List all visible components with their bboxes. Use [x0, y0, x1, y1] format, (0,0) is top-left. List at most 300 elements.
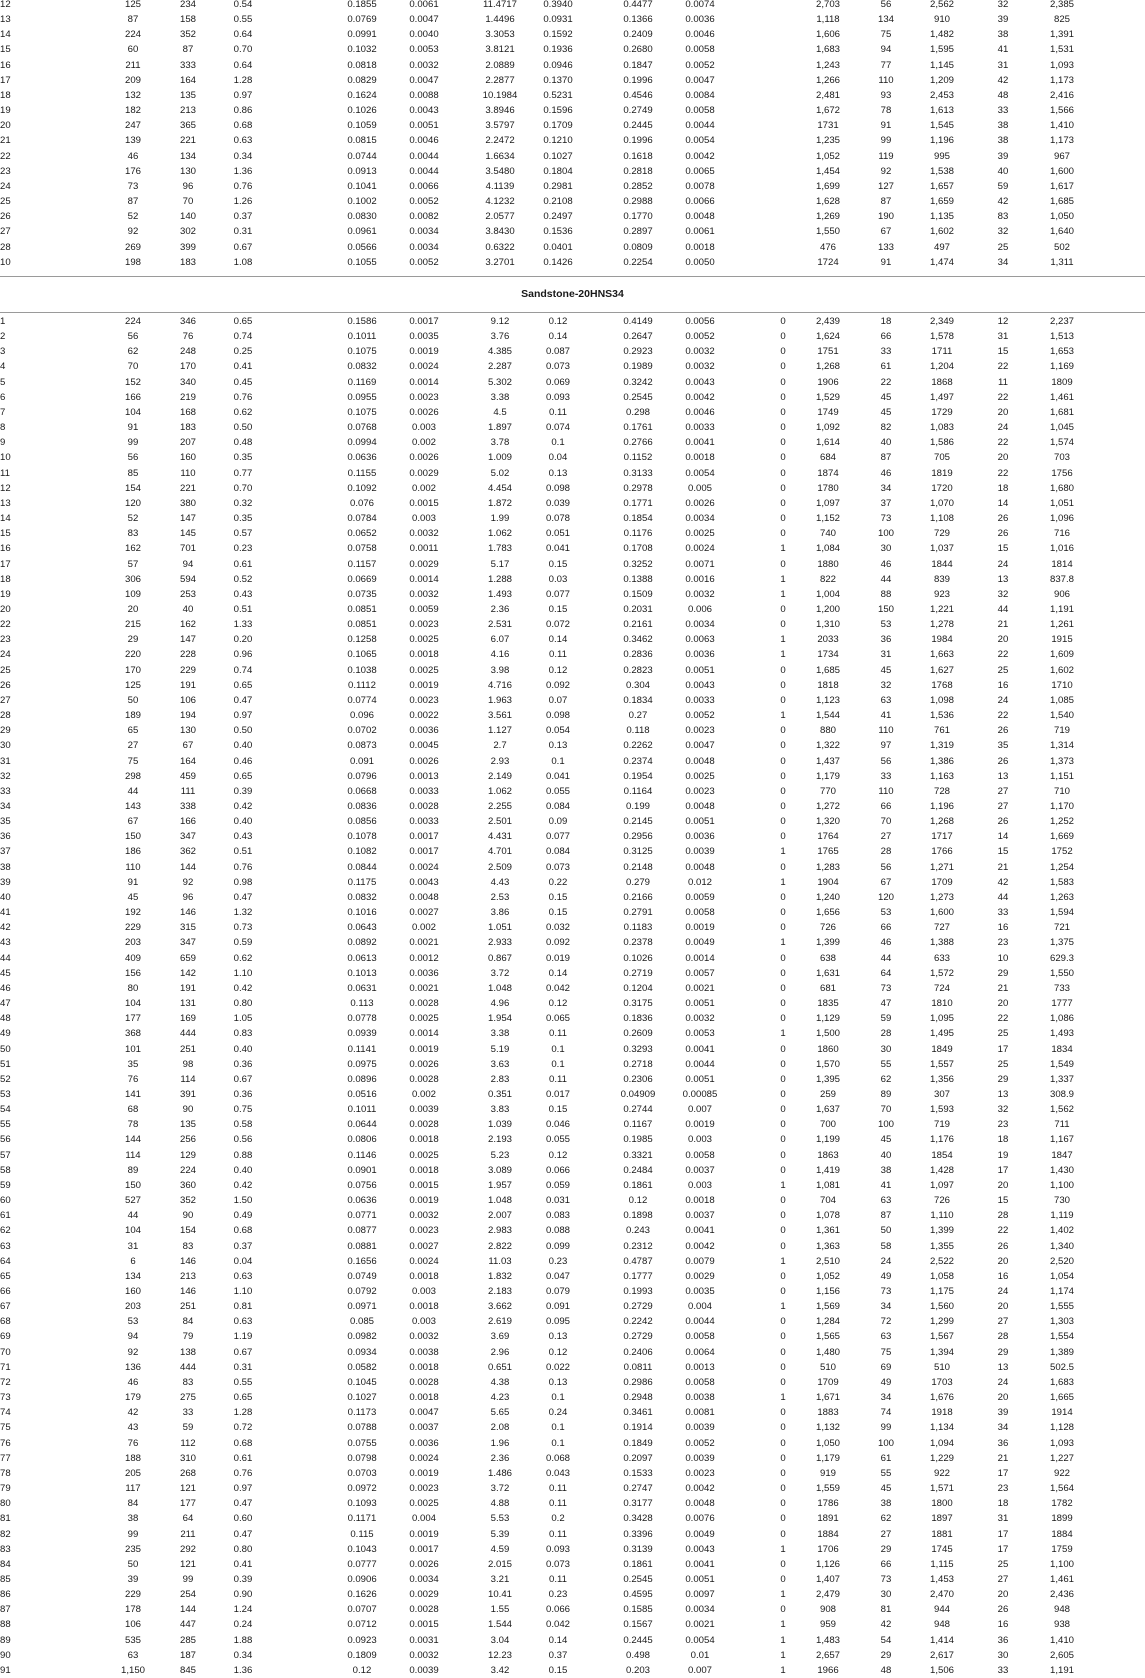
table-cell: 0.76 — [233, 861, 253, 873]
table-cell: 46 — [880, 937, 892, 949]
table-cell: 203 — [124, 937, 142, 949]
table-cell: 55 — [880, 1467, 892, 1479]
table-cell: 959 — [819, 1619, 837, 1631]
table-cell: 189 — [124, 710, 142, 722]
table-row — [0, 1193, 1145, 1208]
table-cell: 229 — [124, 1589, 142, 1601]
table-cell: 0.5231 — [543, 89, 573, 101]
table-cell: 45 — [880, 664, 892, 676]
table-row — [0, 118, 1145, 133]
table-cell: 1.28 — [233, 1407, 253, 1419]
table-cell: 0.0774 — [347, 694, 377, 706]
table-cell: 922 — [1053, 1467, 1071, 1479]
table-cell: 0.1164 — [623, 785, 653, 797]
table-cell: 93 — [880, 89, 892, 101]
table-cell: 1 — [780, 1589, 786, 1601]
table-cell: 205 — [124, 1467, 142, 1479]
table-cell: 0.066 — [545, 1164, 571, 1176]
row-id-cell: 11 — [0, 467, 10, 479]
row-id-cell: 65 — [0, 1270, 11, 1282]
table-cell: 0.00085 — [682, 1088, 718, 1100]
row-id-cell: 73 — [0, 1392, 11, 1404]
table-cell: 0.0034 — [685, 619, 715, 631]
table-cell: 3.8121 — [485, 44, 515, 56]
table-cell: 20 — [997, 1255, 1009, 1267]
table-cell: 0 — [780, 437, 786, 449]
table-cell: 0.0043 — [685, 679, 715, 691]
table-cell: 2,439 — [815, 316, 841, 327]
table-cell: 4.385 — [487, 346, 513, 358]
table-cell: 0.0796 — [347, 770, 377, 782]
table-cell: 44 — [880, 573, 892, 585]
table-cell: 0.304 — [625, 679, 651, 691]
table-cell: 0 — [780, 1513, 786, 1525]
table-cell: 0.1804 — [543, 165, 573, 177]
row-id-cell: 27 — [0, 694, 11, 706]
table-cell: 275 — [179, 1392, 197, 1404]
table-cell: 1710 — [1051, 679, 1073, 691]
table-row — [0, 1178, 1145, 1193]
table-cell: 0 — [780, 1573, 786, 1585]
table-cell: 0.0668 — [347, 785, 377, 797]
table-cell: 0.0026 — [409, 755, 439, 767]
row-id-cell: 14 — [0, 29, 11, 41]
table-cell: 0.0018 — [409, 1270, 439, 1282]
table-cell: 1,493 — [1049, 1028, 1075, 1040]
table-cell: 121 — [179, 1558, 197, 1570]
table-cell: 3.2701 — [485, 256, 515, 268]
table-cell: 1,672 — [815, 105, 841, 117]
table-cell: 27 — [997, 785, 1009, 797]
table-cell: 0.1258 — [347, 634, 377, 646]
table-cell: 0.04909 — [620, 1088, 656, 1100]
table-cell: 0.61 — [233, 558, 253, 570]
row-id-cell: 80 — [0, 1498, 11, 1510]
table-cell: 0.065 — [545, 1013, 571, 1025]
table-cell: 0.1045 — [347, 1376, 377, 1388]
table-cell: 1,129 — [815, 1013, 841, 1025]
table-row — [0, 103, 1145, 118]
table-cell: 0.77 — [233, 467, 253, 479]
table-cell: 1,550 — [1049, 967, 1075, 979]
table-cell: 53 — [127, 1316, 139, 1328]
row-id-cell: 40 — [0, 891, 11, 903]
table-cell: 0.0792 — [347, 1286, 377, 1297]
table-cell: 1,437 — [815, 755, 841, 767]
table-cell: 22 — [997, 710, 1009, 722]
table-cell: 0.0811 — [623, 1361, 653, 1373]
table-cell: 0.12 — [548, 316, 568, 327]
table-cell: 0.1861 — [623, 1179, 653, 1191]
table-cell: 0.97 — [233, 1483, 253, 1495]
table-cell: 0.42 — [233, 982, 253, 994]
table-cell: 14 — [997, 497, 1009, 509]
table-row — [0, 450, 1145, 465]
section-divider-bottom — [0, 312, 1145, 313]
table-cell: 1752 — [1051, 846, 1073, 858]
table-cell: 140 — [179, 211, 197, 223]
table-cell: 0.0033 — [409, 816, 439, 828]
table-cell: 409 — [124, 952, 142, 964]
table-cell: 0 — [780, 1528, 786, 1540]
table-cell: 726 — [819, 922, 837, 934]
table-cell: 0 — [780, 513, 786, 525]
table-cell: 90 — [182, 1104, 194, 1116]
table-cell: 87 — [182, 44, 194, 56]
table-cell: 0.073 — [545, 361, 571, 373]
table-cell: 0.0035 — [409, 331, 439, 343]
table-cell: 1847 — [1051, 1149, 1073, 1161]
table-cell: 0.003 — [411, 513, 437, 525]
table-cell: 1,269 — [815, 211, 841, 223]
table-cell: 1.19 — [233, 1331, 253, 1343]
table-cell: 1,108 — [929, 513, 955, 525]
table-cell: 502.5 — [1049, 1361, 1075, 1373]
table-cell: 0 — [780, 1346, 786, 1358]
table-cell: 1,613 — [929, 105, 955, 117]
table-cell: 91 — [127, 422, 139, 434]
table-cell: 1 — [780, 1179, 786, 1191]
table-cell: 1,096 — [1049, 513, 1075, 525]
table-cell: 32 — [880, 679, 892, 691]
table-cell: 444 — [179, 1361, 197, 1373]
table-row — [0, 920, 1145, 935]
table-cell: 3.72 — [490, 967, 510, 979]
table-cell: 59 — [182, 1422, 194, 1434]
table-cell: 30 — [997, 1649, 1009, 1661]
table-cell: 10.41 — [487, 1589, 513, 1601]
table-cell: 20 — [997, 634, 1009, 646]
table-cell: 1.493 — [487, 588, 513, 600]
table-row — [0, 557, 1145, 572]
table-cell: 0.0019 — [409, 1528, 439, 1540]
table-cell: 0.15 — [548, 558, 568, 570]
table-cell: 2.619 — [487, 1316, 513, 1328]
table-cell: 0.113 — [350, 998, 374, 1010]
table-cell: 3.38 — [490, 391, 510, 403]
table-cell: 1 — [780, 1649, 786, 1661]
row-id-cell: 88 — [0, 1619, 11, 1631]
table-cell: 0.2 — [551, 1513, 565, 1525]
table-cell: 76 — [127, 1437, 139, 1449]
table-cell: 23 — [997, 937, 1009, 949]
table-row — [0, 844, 1145, 859]
table-cell: 0 — [780, 922, 786, 934]
table-row — [0, 481, 1145, 496]
table-cell: 0.40 — [233, 1043, 253, 1055]
table-cell: 38 — [997, 29, 1009, 41]
row-id-cell: 37 — [0, 846, 11, 858]
table-cell: 22 — [997, 649, 1009, 661]
table-cell: 101 — [124, 1043, 142, 1055]
row-id-cell: 49 — [0, 1028, 11, 1040]
table-cell: 28 — [997, 1210, 1009, 1222]
table-cell: 0.04 — [233, 1255, 253, 1267]
table-cell: 0.0516 — [347, 1088, 377, 1100]
table-cell: 0.0830 — [347, 211, 377, 223]
table-cell: 1,337 — [1049, 1073, 1075, 1085]
row-id-cell: 34 — [0, 801, 11, 812]
table-cell: 13 — [997, 573, 1009, 585]
table-cell: 17 — [997, 1043, 1009, 1055]
table-cell: 0.0873 — [347, 740, 377, 752]
table-cell: 0.0054 — [685, 467, 715, 479]
table-cell: 1777 — [1051, 998, 1073, 1010]
table-cell: 11.03 — [488, 1255, 512, 1267]
table-cell: 638 — [819, 952, 837, 964]
table-cell: 147 — [179, 634, 197, 646]
row-id-cell: 50 — [0, 1043, 11, 1055]
table-cell: 43 — [127, 1422, 139, 1434]
table-cell: 0.1914 — [623, 1422, 653, 1434]
table-cell: 27 — [880, 1528, 892, 1540]
table-cell: 0.23 — [233, 543, 253, 555]
table-cell: 0.2956 — [623, 831, 653, 843]
row-id-cell: 84 — [0, 1558, 11, 1570]
table-cell: 4.16 — [490, 649, 510, 661]
table-cell: 27 — [997, 801, 1009, 812]
table-cell: 1,549 — [1049, 1058, 1075, 1070]
table-cell: 0.37 — [233, 1240, 253, 1252]
table-cell: 25 — [997, 241, 1009, 253]
table-cell: 0.0037 — [685, 1210, 715, 1222]
table-cell: 510 — [933, 1361, 951, 1373]
table-cell: 0.11 — [549, 1483, 567, 1495]
table-cell: 594 — [179, 573, 197, 585]
table-cell: 0.0066 — [685, 196, 715, 208]
table-cell: 0.1996 — [623, 74, 653, 86]
table-cell: 0.22 — [548, 876, 568, 888]
table-cell: 0.0015 — [409, 1179, 439, 1191]
table-cell: 63 — [880, 694, 892, 706]
table-cell: 4.454 — [487, 482, 513, 494]
table-cell: 0.0051 — [685, 816, 715, 828]
table-cell: 2.0577 — [485, 211, 515, 223]
table-cell: 30 — [880, 1043, 892, 1055]
table-cell: 1,310 — [815, 619, 841, 631]
table-cell: 1731 — [817, 120, 839, 132]
table-cell: 0.0027 — [409, 1240, 439, 1252]
table-cell: 1,669 — [1049, 831, 1075, 843]
table-cell: 143 — [124, 801, 142, 812]
table-row — [0, 329, 1145, 344]
table-cell: 28 — [880, 1028, 892, 1040]
table-cell: 134 — [124, 1270, 142, 1282]
table-cell: 158 — [179, 14, 197, 26]
table-row — [0, 1527, 1145, 1542]
table-cell: 1,386 — [929, 755, 955, 767]
row-id-cell: 85 — [0, 1573, 11, 1585]
table-cell: 1,100 — [1049, 1179, 1075, 1191]
table-cell: 0 — [780, 1331, 786, 1343]
table-cell: 1883 — [817, 1407, 839, 1419]
table-cell: 135 — [179, 1119, 197, 1131]
table-cell: 35 — [127, 1058, 139, 1070]
table-cell: 0.47 — [233, 1528, 253, 1540]
table-cell: 0.76 — [233, 180, 253, 192]
table-cell: 3.3053 — [485, 29, 515, 41]
table-cell: 0.0021 — [409, 982, 439, 994]
table-cell: 0.1985 — [623, 1134, 653, 1146]
table-cell: 67 — [880, 876, 892, 888]
table-cell: 1966 — [817, 1664, 839, 1676]
table-cell: 0.74 — [233, 331, 253, 343]
table-cell: 1.127 — [487, 725, 513, 737]
table-cell: 0.0015 — [409, 497, 439, 509]
table-cell: 114 — [125, 1149, 141, 1161]
table-cell: 0.0017 — [409, 1543, 439, 1555]
table-cell: 28 — [997, 1331, 1009, 1343]
table-cell: 380 — [179, 497, 197, 509]
table-cell: 3.5480 — [485, 165, 515, 177]
table-cell: 1,538 — [929, 165, 955, 177]
table-cell: 1,483 — [815, 1634, 841, 1646]
table-cell: 0.2145 — [623, 816, 653, 828]
table-cell: 134 — [877, 14, 895, 26]
table-cell: 0.0017 — [409, 846, 439, 858]
table-cell: 0.0896 — [347, 1073, 377, 1085]
table-cell: 0.1770 — [623, 211, 653, 223]
table-cell: 0.2445 — [623, 1634, 653, 1646]
table-cell: 229 — [179, 664, 197, 676]
table-cell: 0.96 — [233, 649, 253, 661]
table-cell: 0.0946 — [543, 59, 573, 71]
table-cell: 166 — [179, 816, 197, 828]
row-id-cell: 45 — [0, 967, 11, 979]
table-cell: 70 — [182, 196, 194, 208]
table-cell: 0.76 — [233, 391, 253, 403]
table-row — [0, 1375, 1145, 1390]
table-cell: 38 — [880, 1498, 892, 1510]
table-cell: 219 — [179, 391, 197, 403]
row-id-cell: 15 — [0, 44, 11, 56]
table-cell: 0.0025 — [409, 634, 439, 646]
table-cell: 29 — [880, 1543, 892, 1555]
table-row — [0, 617, 1145, 632]
table-cell: 1.08 — [233, 256, 253, 268]
data-table-main — [0, 314, 1145, 1678]
row-id-cell: 87 — [0, 1604, 11, 1616]
table-cell: 0.0054 — [685, 1634, 715, 1646]
table-cell: 73 — [880, 1286, 892, 1297]
table-cell: 1,284 — [815, 1316, 841, 1328]
table-cell: 0.0036 — [409, 725, 439, 737]
table-cell: 0.0024 — [409, 1452, 439, 1464]
table-cell: 162 — [124, 543, 142, 555]
row-id-cell: 26 — [0, 679, 11, 691]
table-cell: 194 — [179, 710, 197, 722]
table-cell: 0.0042 — [685, 1240, 715, 1252]
table-cell: 1 — [780, 634, 786, 646]
table-cell: 0.31 — [233, 1361, 253, 1373]
table-cell: 0.3133 — [623, 467, 653, 479]
table-cell: 0.0044 — [685, 1058, 715, 1070]
table-cell: 154 — [124, 482, 142, 494]
table-cell: 0.084 — [545, 846, 571, 858]
table-cell: 59 — [880, 1013, 892, 1025]
table-row — [0, 663, 1145, 678]
table-cell: 502 — [1053, 241, 1071, 253]
table-cell: 0.34 — [233, 150, 253, 162]
table-cell: 1,399 — [929, 1225, 955, 1237]
table-cell: 75 — [880, 1346, 892, 1358]
table-cell: 315 — [179, 922, 197, 934]
table-cell: 2.007 — [487, 1210, 513, 1222]
table-cell: 1,119 — [1050, 1210, 1074, 1222]
table-cell: 0.98 — [233, 876, 253, 888]
table-cell: 0.0025 — [409, 1149, 439, 1161]
table-row — [0, 1102, 1145, 1117]
table-cell: 0.076 — [349, 497, 375, 509]
table-cell: 0.096 — [349, 710, 375, 722]
table-cell: 0.0053 — [685, 1028, 715, 1040]
table-cell: 1,614 — [815, 437, 841, 449]
table-cell: 0.007 — [687, 1104, 713, 1116]
table-cell: 0.1624 — [347, 89, 377, 101]
table-cell: 0.0054 — [685, 135, 715, 147]
table-cell: 100 — [877, 1119, 895, 1131]
table-cell: 0.3252 — [623, 558, 653, 570]
table-cell: 0.0939 — [347, 1028, 377, 1040]
table-cell: 0.0021 — [409, 937, 439, 949]
table-cell: 1729 — [931, 406, 953, 418]
table-cell: 0.0053 — [409, 44, 439, 56]
table-cell: 1,037 — [929, 543, 955, 555]
row-id-cell: 19 — [0, 588, 11, 600]
table-cell: 2.983 — [487, 1225, 513, 1237]
table-cell: 0.0063 — [685, 634, 715, 646]
table-cell: 46 — [880, 558, 892, 570]
table-cell: 0.2766 — [623, 437, 653, 449]
table-cell: 91 — [880, 256, 892, 268]
table-cell: 187 — [179, 1649, 197, 1661]
table-cell: 0.37 — [548, 1649, 568, 1661]
table-cell: 0.0056 — [685, 316, 715, 327]
table-cell: 0.0052 — [409, 256, 439, 268]
table-cell: 0.52 — [233, 573, 253, 585]
table-cell: 0.65 — [233, 1392, 253, 1404]
table-cell: 0.0066 — [409, 180, 439, 192]
table-cell: 0.0071 — [685, 558, 715, 570]
table-cell: 1,163 — [929, 770, 955, 782]
table-cell: 0 — [780, 1043, 786, 1055]
row-id-cell: 31 — [0, 755, 11, 767]
table-cell: 0 — [780, 1058, 786, 1070]
table-cell: 0.0034 — [409, 226, 439, 238]
table-cell: 0.81 — [233, 1301, 253, 1313]
table-cell: 0.051 — [545, 528, 571, 540]
table-cell: 0.39 — [233, 785, 253, 797]
table-cell: 352 — [179, 29, 197, 41]
table-cell: 0 — [780, 331, 786, 343]
table-cell: 0.74 — [233, 664, 253, 676]
table-cell: 0.41 — [233, 361, 253, 373]
table-cell: 0.0049 — [685, 937, 715, 949]
table-cell: 0.34 — [233, 1649, 253, 1661]
table-cell: 39 — [997, 150, 1009, 162]
table-cell: 360 — [179, 1179, 197, 1191]
table-cell: 0.2031 — [623, 603, 653, 615]
table-cell: 0.199 — [625, 801, 651, 812]
table-cell: 25 — [997, 1558, 1009, 1570]
table-cell: 1,600 — [929, 907, 955, 919]
table-cell: 0.0058 — [685, 1331, 715, 1343]
table-cell: 2.509 — [487, 861, 513, 873]
table-cell: 0 — [780, 907, 786, 919]
table-cell: 92 — [880, 165, 892, 177]
table-cell: 0.115 — [350, 1528, 374, 1540]
table-cell: 88 — [880, 588, 892, 600]
